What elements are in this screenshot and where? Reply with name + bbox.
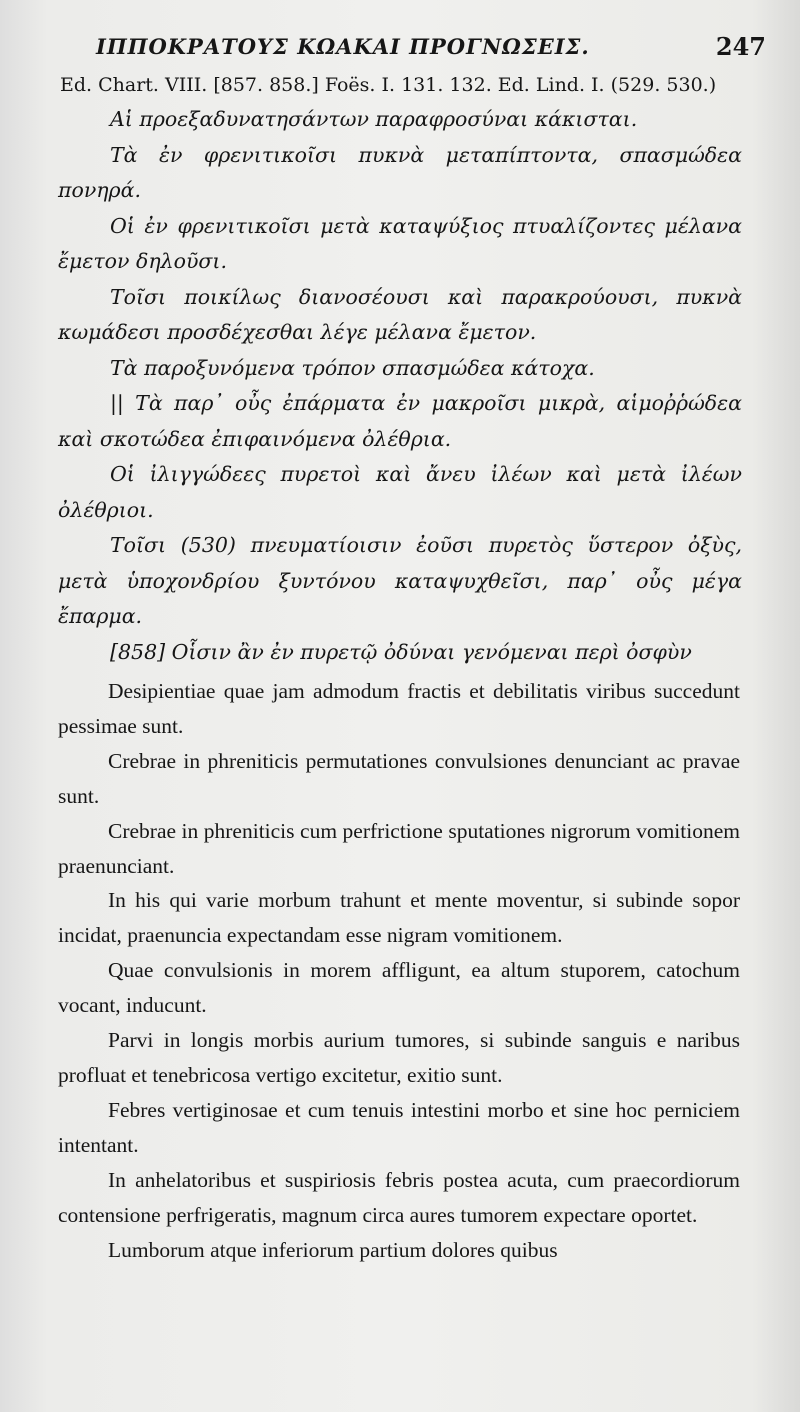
latin-paragraph: In his qui varie morbum trahunt et mente moventur, si subinde sopor incidat, praenuncia expectandam esse nigram vomitionem. xyxy=(58,888,740,948)
greek-paragraph: Τὰ ἐν φρενιτικοῖσι πυκνὰ μεταπίπτοντα, σπασμώδεα πονηρά. xyxy=(58,142,742,202)
latin-paragraph: Lumborum atque inferiorum partium dolores quibus xyxy=(108,1237,558,1262)
latin-text-block xyxy=(58,674,740,1267)
running-title: ΙΠΠΟΚΡΑΤΟΥΣ ΚΩΑΚΑΙ ΠΡΟΓΝΩΣΕΙΣ. xyxy=(96,34,590,59)
greek-text-block xyxy=(58,102,742,670)
latin-paragraph: Crebrae in phreniticis cum perfrictione sputationes nigrorum vomitionem praenunciant. xyxy=(58,818,740,878)
latin-paragraph: Parvi in longis morbis aurium tumores, si subinde sanguis e naribus profluat et tenebricosa vertigo excitetur, exitio sunt. xyxy=(58,1028,740,1087)
latin-paragraph: Desipientiae quae jam admodum fractis et debilitatis viribus succedunt pessimae sunt. xyxy=(58,679,740,738)
greek-paragraph: || Τὰ παρ᾽ οὖς ἐπάρματα ἐν μακροῖσι μικρὰ, αἱμοῤῥώδεα καὶ σκοτώδεα ἐπιφαινόμενα ὀλέθρια. xyxy=(58,391,742,451)
greek-paragraph: Τοῖσι (530) πνευματίοισιν ἐοῦσι πυρετὸς ὕστερον ὀξὺς, μετὰ ὑποχονδρίου ξυντόνου καταψυχθεῖσι, παρ᾽ οὖς μέγα ἔπαρμα. xyxy=(58,533,742,628)
page-header xyxy=(96,30,766,64)
greek-paragraph: Οἱ ἰλιγγώδεες πυρετοὶ καὶ ἄνευ ἰλέων καὶ μετὰ ἰλέων ὀλέθριοι. xyxy=(58,462,742,522)
latin-paragraph: In anhelatoribus et suspiriosis febris postea acuta, cum praecordiorum contensione perfrigeratis, magnum circa aures tumorem expectare oportet. xyxy=(58,1167,740,1227)
latin-paragraph: Febres vertiginosae et cum tenuis intestini morbo et sine hoc perniciem intentant. xyxy=(58,1097,740,1157)
latin-paragraph: Crebrae in phreniticis permutationes convulsiones denunciant ac pravae sunt. xyxy=(58,748,740,808)
greek-paragraph: Αἱ προεξαδυνατησάντων παραφροσύναι κάκισται. xyxy=(110,107,638,131)
page-number: 247 xyxy=(715,32,766,61)
greek-paragraph: Τὰ παροξυνόμενα τρόπον σπασμώδεα κάτοχα. xyxy=(110,355,595,380)
edition-line: Ed. Chart. VIII. [857. 858.] Foës. I. 131. 132. Ed. Lind. I. (529. 530.) xyxy=(60,74,717,96)
greek-paragraph: Τοῖσι ποικίλως διανοσέουσι καὶ παρακρούουσι, πυκνὰ κωμάδεσι προσδέχεσθαι λέγε μέλανα ἔμετον. xyxy=(58,284,742,344)
greek-paragraph: Οἱ ἐν φρενιτικοῖσι μετὰ καταψύξιος πτυαλίζοντες μέλανα ἔμετον δηλοῦσι. xyxy=(58,213,742,273)
latin-paragraph: Quae convulsionis in morem affligunt, ea altum stuporem, catochum vocant, inducunt. xyxy=(58,958,740,1018)
greek-paragraph: [858] Οἷσιν ἂν ἐν πυρετῷ ὀδύναι γενόμεναι περὶ ὀσφὺν xyxy=(110,639,692,664)
